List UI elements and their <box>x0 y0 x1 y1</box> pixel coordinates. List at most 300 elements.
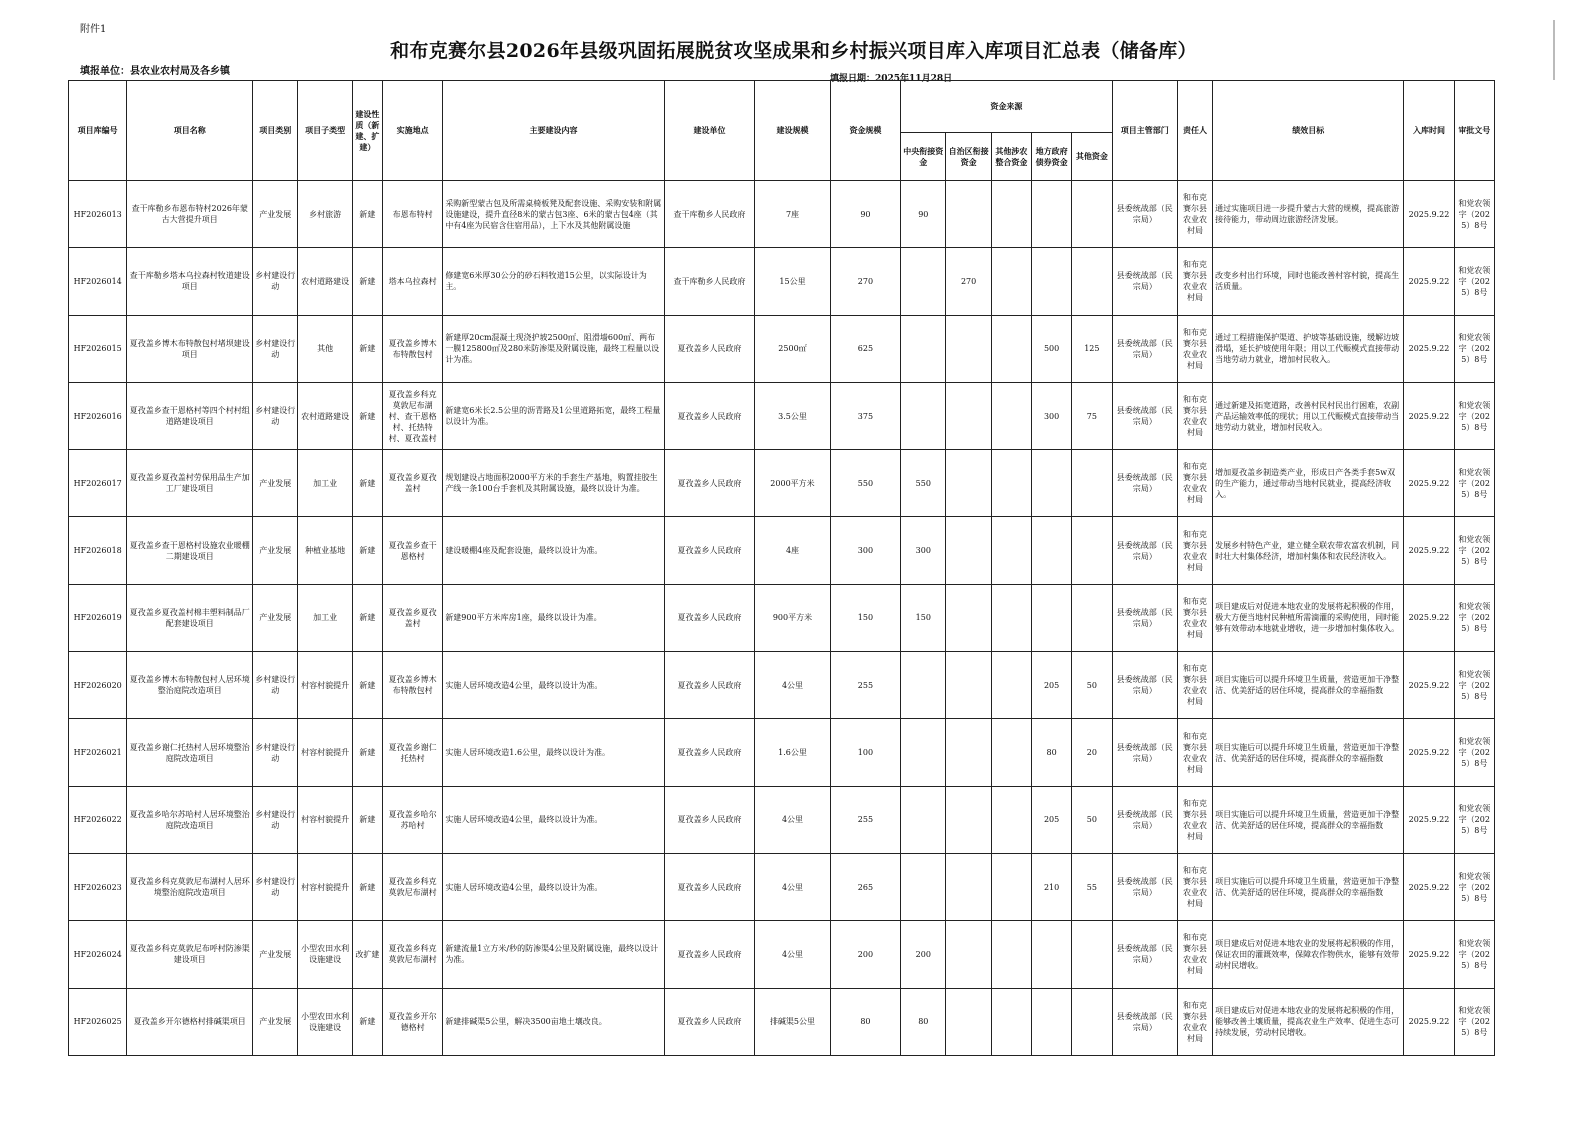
col-builder: 建设单位 <box>664 81 755 181</box>
cell-builder: 夏孜盖乡人民政府 <box>664 853 755 920</box>
cell-dept: 县委统战部（民宗局） <box>1112 921 1177 988</box>
cell-autonomous <box>946 988 991 1055</box>
cell-content: 规划建设占地面积2000平方米的手套生产基地，购置挂胶生产线一条100台手套机及其附属设施，最终以设计为准。 <box>443 450 664 517</box>
cell-goal: 增加夏孜盖乡制造类产业，形成日产各类手套5w双的生产能力，通过带动当地村民就业，提高经济收入。 <box>1213 450 1404 517</box>
cell-code: HF2026024 <box>69 921 127 988</box>
cell-builder: 夏孜盖乡人民政府 <box>664 988 755 1055</box>
cell-location: 夏孜盖乡夏孜盖村 <box>382 450 442 517</box>
cell-approval: 和党农领字（2025）8号 <box>1454 382 1494 449</box>
cell-other-agri <box>991 382 1031 449</box>
cell-other-agri <box>991 584 1031 651</box>
cell-funds: 300 <box>830 517 900 584</box>
cell-other <box>1072 181 1112 248</box>
fill-date: 填报日期：2025年11月28日 <box>830 74 953 84</box>
cell-central: 550 <box>901 450 946 517</box>
project-table <box>68 80 1495 1056</box>
cell-other-agri <box>991 517 1031 584</box>
cell-code: HF2026023 <box>69 853 127 920</box>
cell-nature: 新建 <box>352 988 382 1055</box>
cell-subtype: 乡村旅游 <box>298 181 352 248</box>
cell-dept: 县委统战部（民宗局） <box>1112 382 1177 449</box>
cell-local-bond: 205 <box>1031 786 1071 853</box>
cell-goal: 项目实施后可以提升环境卫生质量，营造更加干净整洁、优美舒适的居住环境，提高群众的幸福指数 <box>1213 652 1404 719</box>
cell-nature: 新建 <box>352 719 382 786</box>
cell-approval: 和党农领字（2025）8号 <box>1454 315 1494 382</box>
cell-scale: 4公里 <box>755 853 830 920</box>
cell-person: 和布克赛尔县农业农村局 <box>1177 450 1212 517</box>
cell-approval: 和党农领字（2025）8号 <box>1454 517 1494 584</box>
cell-goal: 项目实施后可以提升环境卫生质量，营造更加干净整洁、优美舒适的居住环境，提高群众的幸福指数 <box>1213 853 1404 920</box>
cell-subtype: 种植业基地 <box>298 517 352 584</box>
attachment-label: 附件1 <box>80 24 107 35</box>
cell-category: 产业发展 <box>253 181 298 248</box>
cell-subtype: 村容村貌提升 <box>298 652 352 719</box>
cell-content: 新建厚20cm混凝土现浇护坡2500㎡、阻滑墙600㎡、两布一膜125800㎡及280米防渗渠及附属设施，最终工程量以设计为准。 <box>443 315 664 382</box>
cell-dept: 县委统战部（民宗局） <box>1112 315 1177 382</box>
cell-funds: 200 <box>830 921 900 988</box>
cell-builder: 夏孜盖乡人民政府 <box>664 652 755 719</box>
cell-category: 乡村建设行动 <box>253 382 298 449</box>
cell-approval: 和党农领字（2025）8号 <box>1454 921 1494 988</box>
cell-local-bond: 205 <box>1031 652 1071 719</box>
cell-nature: 新建 <box>352 853 382 920</box>
cell-local-bond: 500 <box>1031 315 1071 382</box>
cell-local-bond <box>1031 248 1071 315</box>
cell-dept: 县委统战部（民宗局） <box>1112 584 1177 651</box>
cell-local-bond <box>1031 584 1071 651</box>
cell-funds: 375 <box>830 382 900 449</box>
cell-nature: 新建 <box>352 517 382 584</box>
cell-scale: 3.5公里 <box>755 382 830 449</box>
cell-dept: 县委统战部（民宗局） <box>1112 517 1177 584</box>
cell-location: 夏孜盖乡查干恩格村 <box>382 517 442 584</box>
cell-time: 2025.9.22 <box>1404 786 1454 853</box>
cell-approval: 和党农领字（2025）8号 <box>1454 786 1494 853</box>
scan-edge <box>1553 20 1555 80</box>
cell-name: 夏孜盖乡博木布特散包村人居环境整治庭院改造项目 <box>127 652 253 719</box>
cell-time: 2025.9.22 <box>1404 719 1454 786</box>
cell-autonomous <box>946 382 991 449</box>
cell-person: 和布克赛尔县农业农村局 <box>1177 248 1212 315</box>
cell-category: 产业发展 <box>253 921 298 988</box>
cell-other-agri <box>991 921 1031 988</box>
cell-person: 和布克赛尔县农业农村局 <box>1177 853 1212 920</box>
cell-approval: 和党农领字（2025）8号 <box>1454 584 1494 651</box>
cell-code: HF2026016 <box>69 382 127 449</box>
cell-funds: 80 <box>830 988 900 1055</box>
cell-local-bond: 80 <box>1031 719 1071 786</box>
cell-other <box>1072 988 1112 1055</box>
cell-time: 2025.9.22 <box>1404 450 1454 517</box>
cell-builder: 查干库勒乡人民政府 <box>664 181 755 248</box>
cell-subtype: 小型农田水利设施建设 <box>298 921 352 988</box>
cell-autonomous <box>946 921 991 988</box>
table-row <box>69 382 1495 449</box>
cell-autonomous <box>946 584 991 651</box>
cell-category: 乡村建设行动 <box>253 853 298 920</box>
col-content: 主要建设内容 <box>443 81 664 181</box>
cell-autonomous <box>946 315 991 382</box>
cell-time: 2025.9.22 <box>1404 517 1454 584</box>
cell-approval: 和党农领字（2025）8号 <box>1454 853 1494 920</box>
cell-nature: 新建 <box>352 450 382 517</box>
cell-local-bond <box>1031 181 1071 248</box>
cell-other <box>1072 517 1112 584</box>
table-row <box>69 584 1495 651</box>
cell-other: 20 <box>1072 719 1112 786</box>
cell-content: 修建宽6米厚30公分的砂石料牧道15公里，以实际设计为主。 <box>443 248 664 315</box>
cell-subtype: 村容村貌提升 <box>298 786 352 853</box>
cell-category: 产业发展 <box>253 450 298 517</box>
cell-central <box>901 382 946 449</box>
cell-code: HF2026018 <box>69 517 127 584</box>
cell-category: 乡村建设行动 <box>253 248 298 315</box>
col-location: 实施地点 <box>382 81 442 181</box>
cell-person: 和布克赛尔县农业农村局 <box>1177 719 1212 786</box>
cell-funds: 100 <box>830 719 900 786</box>
cell-funds: 625 <box>830 315 900 382</box>
table-row <box>69 652 1495 719</box>
table-body <box>69 181 1495 1056</box>
cell-category: 产业发展 <box>253 584 298 651</box>
cell-content: 新建排碱渠5公里，解决3500亩地土壤改良。 <box>443 988 664 1055</box>
cell-autonomous <box>946 719 991 786</box>
col-autonomous: 自治区衔接资金 <box>946 133 991 181</box>
cell-funds: 90 <box>830 181 900 248</box>
cell-scale: 2000平方米 <box>755 450 830 517</box>
cell-funds: 270 <box>830 248 900 315</box>
cell-person: 和布克赛尔县农业农村局 <box>1177 786 1212 853</box>
cell-autonomous: 270 <box>946 248 991 315</box>
cell-nature: 新建 <box>352 652 382 719</box>
cell-content: 建设暖棚4座及配套设施，最终以设计为准。 <box>443 517 664 584</box>
cell-builder: 夏孜盖乡人民政府 <box>664 382 755 449</box>
cell-autonomous <box>946 853 991 920</box>
cell-code: HF2026020 <box>69 652 127 719</box>
cell-goal: 项目实施后可以提升环境卫生质量，营造更加干净整洁、优美舒适的居住环境，提高群众的幸福指数 <box>1213 786 1404 853</box>
cell-local-bond <box>1031 517 1071 584</box>
cell-central: 200 <box>901 921 946 988</box>
cell-person: 和布克赛尔县农业农村局 <box>1177 988 1212 1055</box>
cell-code: HF2026021 <box>69 719 127 786</box>
cell-person: 和布克赛尔县农业农村局 <box>1177 181 1212 248</box>
cell-code: HF2026022 <box>69 786 127 853</box>
col-fund-source: 资金来源 <box>901 81 1112 133</box>
cell-name: 夏孜盖乡夏孜盖村棉丰塑料制品厂配套建设项目 <box>127 584 253 651</box>
col-person: 责任人 <box>1177 81 1212 181</box>
cell-other: 50 <box>1072 786 1112 853</box>
cell-content: 新建流量1立方米/秒的防渗渠4公里及附属设施，最终以设计为准。 <box>443 921 664 988</box>
cell-goal: 项目建成后对促进本地农业的发展将起积极的作用，极大方便当地村民种植所需滴灌的采购使用，同时能够有效带动本地就业增收，进一步增加村集体收入。 <box>1213 584 1404 651</box>
cell-category: 产业发展 <box>253 988 298 1055</box>
cell-location: 夏孜盖乡谢仁托热村 <box>382 719 442 786</box>
cell-time: 2025.9.22 <box>1404 853 1454 920</box>
cell-location: 夏孜盖乡科克莫敦尼布湖村、查干恩格村、托热特村、夏孜盖村 <box>382 382 442 449</box>
cell-content: 实施人居环境改造1.6公里，最终以设计为准。 <box>443 719 664 786</box>
cell-time: 2025.9.22 <box>1404 382 1454 449</box>
table-row <box>69 315 1495 382</box>
cell-location: 布恩布特村 <box>382 181 442 248</box>
cell-goal: 项目实施后可以提升环境卫生质量，营造更加干净整洁、优美舒适的居住环境，提高群众的幸福指数 <box>1213 719 1404 786</box>
col-local-bond: 地方政府债券资金 <box>1031 133 1071 181</box>
cell-goal: 项目建成后对促进本地农业的发展将起积极的作用，保证农田的灌溉效率，保障农作物供水，能够有效带动村民增收。 <box>1213 921 1404 988</box>
cell-person: 和布克赛尔县农业农村局 <box>1177 382 1212 449</box>
cell-scale: 15公里 <box>755 248 830 315</box>
cell-goal: 发展乡村特色产业，建立健全联农带农富农机制，同时壮大村集体经济，增加村集体和农民经济收入。 <box>1213 517 1404 584</box>
cell-subtype: 加工业 <box>298 450 352 517</box>
cell-other-agri <box>991 719 1031 786</box>
cell-nature: 改扩建 <box>352 921 382 988</box>
cell-other <box>1072 921 1112 988</box>
cell-name: 夏孜盖乡科克莫敦尼布湖村人居环境整治庭院改造项目 <box>127 853 253 920</box>
cell-local-bond <box>1031 450 1071 517</box>
col-central: 中央衔接资金 <box>901 133 946 181</box>
cell-content: 实施人居环境改造4公里，最终以设计为准。 <box>443 786 664 853</box>
table-row <box>69 517 1495 584</box>
cell-funds: 255 <box>830 652 900 719</box>
cell-approval: 和党农领字（2025）8号 <box>1454 248 1494 315</box>
cell-scale: 2500㎡ <box>755 315 830 382</box>
cell-central <box>901 652 946 719</box>
cell-nature: 新建 <box>352 181 382 248</box>
cell-subtype: 农村道路建设 <box>298 382 352 449</box>
fill-unit: 填报单位：县农业农村局及各乡镇 <box>80 66 230 77</box>
cell-dept: 县委统战部（民宗局） <box>1112 652 1177 719</box>
cell-approval: 和党农领字（2025）8号 <box>1454 181 1494 248</box>
cell-approval: 和党农领字（2025）8号 <box>1454 719 1494 786</box>
cell-central: 300 <box>901 517 946 584</box>
cell-name: 夏孜盖乡博木布特散包村堵坝建设项目 <box>127 315 253 382</box>
cell-subtype: 村容村貌提升 <box>298 853 352 920</box>
col-other-agri: 其他涉农整合资金 <box>991 133 1031 181</box>
cell-code: HF2026015 <box>69 315 127 382</box>
cell-person: 和布克赛尔县农业农村局 <box>1177 315 1212 382</box>
col-time: 入库时间 <box>1404 81 1454 181</box>
cell-dept: 县委统战部（民宗局） <box>1112 719 1177 786</box>
cell-time: 2025.9.22 <box>1404 584 1454 651</box>
cell-other: 50 <box>1072 652 1112 719</box>
cell-autonomous <box>946 450 991 517</box>
cell-code: HF2026017 <box>69 450 127 517</box>
cell-autonomous <box>946 652 991 719</box>
cell-scale: 4公里 <box>755 652 830 719</box>
cell-scale: 排碱渠5公里 <box>755 988 830 1055</box>
cell-time: 2025.9.22 <box>1404 315 1454 382</box>
cell-autonomous <box>946 517 991 584</box>
cell-approval: 和党农领字（2025）8号 <box>1454 988 1494 1055</box>
header-row-1 <box>69 81 1495 133</box>
col-other: 其他资金 <box>1072 133 1112 181</box>
cell-category: 乡村建设行动 <box>253 315 298 382</box>
table-row <box>69 853 1495 920</box>
cell-central <box>901 786 946 853</box>
cell-builder: 夏孜盖乡人民政府 <box>664 450 755 517</box>
cell-time: 2025.9.22 <box>1404 248 1454 315</box>
cell-builder: 夏孜盖乡人民政府 <box>664 921 755 988</box>
cell-subtype: 小型农田水利设施建设 <box>298 988 352 1055</box>
cell-funds: 255 <box>830 786 900 853</box>
page-title: 和布克赛尔县2026年县级巩固拓展脱贫攻坚成果和乡村振兴项目库入库项目汇总表（储备库） <box>390 40 1197 62</box>
cell-location: 夏孜盖乡博木布特散包村 <box>382 315 442 382</box>
cell-content: 采购新型蒙古包及所需桌椅板凳及配套设施、采购安装和附属设施建设，提升直径8米的蒙古包3座、6米的蒙古包4座（其中有4座为民宿含住宿用品），上下水及其他附属设施 <box>443 181 664 248</box>
cell-content: 实施人居环境改造4公里，最终以设计为准。 <box>443 853 664 920</box>
table-row <box>69 450 1495 517</box>
cell-builder: 夏孜盖乡人民政府 <box>664 315 755 382</box>
cell-name: 夏孜盖乡谢仁托热村人居环境整治庭院改造项目 <box>127 719 253 786</box>
cell-other-agri <box>991 181 1031 248</box>
cell-name: 查干库勒乡塔本乌拉森村牧道建设项目 <box>127 248 253 315</box>
cell-approval: 和党农领字（2025）8号 <box>1454 450 1494 517</box>
cell-dept: 县委统战部（民宗局） <box>1112 248 1177 315</box>
cell-person: 和布克赛尔县农业农村局 <box>1177 652 1212 719</box>
cell-other <box>1072 248 1112 315</box>
cell-local-bond: 210 <box>1031 853 1071 920</box>
col-dept: 项目主管部门 <box>1112 81 1177 181</box>
table-row <box>69 988 1495 1055</box>
cell-central: 80 <box>901 988 946 1055</box>
table-row <box>69 719 1495 786</box>
cell-goal: 通过实施项目进一步提升蒙古大营的规模，提高旅游接待能力，带动周边旅游经济发展。 <box>1213 181 1404 248</box>
cell-local-bond: 300 <box>1031 382 1071 449</box>
cell-scale: 7座 <box>755 181 830 248</box>
cell-builder: 查干库勒乡人民政府 <box>664 248 755 315</box>
cell-local-bond <box>1031 988 1071 1055</box>
cell-scale: 4公里 <box>755 786 830 853</box>
cell-dept: 县委统战部（民宗局） <box>1112 181 1177 248</box>
cell-code: HF2026019 <box>69 584 127 651</box>
col-approval: 审批文号 <box>1454 81 1494 181</box>
cell-other <box>1072 584 1112 651</box>
cell-autonomous <box>946 181 991 248</box>
col-category: 项目类别 <box>253 81 298 181</box>
cell-name: 夏孜盖乡科克莫敦尼布呼村防渗渠建设项目 <box>127 921 253 988</box>
cell-other-agri <box>991 988 1031 1055</box>
cell-time: 2025.9.22 <box>1404 181 1454 248</box>
cell-scale: 1.6公里 <box>755 719 830 786</box>
cell-builder: 夏孜盖乡人民政府 <box>664 786 755 853</box>
cell-autonomous <box>946 786 991 853</box>
cell-category: 乡村建设行动 <box>253 786 298 853</box>
cell-other-agri <box>991 786 1031 853</box>
col-scale: 建设规模 <box>755 81 830 181</box>
cell-name: 夏孜盖乡哈尔苏哈村人居环境整治庭院改造项目 <box>127 786 253 853</box>
cell-goal: 项目建成后对促进本地农业的发展将起积极的作用，能够改善土壤质量，提高农业生产效率、促进生态可持续发展，劳动村民增收。 <box>1213 988 1404 1055</box>
cell-person: 和布克赛尔县农业农村局 <box>1177 584 1212 651</box>
cell-location: 夏孜盖乡科克莫敦尼布湖村 <box>382 921 442 988</box>
cell-location: 夏孜盖乡夏孜盖村 <box>382 584 442 651</box>
cell-name: 夏孜盖乡夏孜盖村劳保用品生产加工厂建设项目 <box>127 450 253 517</box>
cell-dept: 县委统战部（民宗局） <box>1112 450 1177 517</box>
cell-other: 55 <box>1072 853 1112 920</box>
col-goal: 绩效目标 <box>1213 81 1404 181</box>
col-funds: 资金规模 <box>830 81 900 181</box>
cell-name: 夏孜盖乡开尔德格村排碱渠项目 <box>127 988 253 1055</box>
table-row <box>69 248 1495 315</box>
cell-dept: 县委统战部（民宗局） <box>1112 786 1177 853</box>
cell-central <box>901 248 946 315</box>
table-row <box>69 921 1495 988</box>
cell-scale: 4座 <box>755 517 830 584</box>
cell-code: HF2026014 <box>69 248 127 315</box>
cell-other-agri <box>991 853 1031 920</box>
cell-funds: 550 <box>830 450 900 517</box>
cell-central <box>901 719 946 786</box>
cell-goal: 通过新建及拓宽道路，改善村民村民出行困难，农副产品运输效率低的现状；用以工代赈模式直接带动当地劳动力就业，增加村民收入。 <box>1213 382 1404 449</box>
cell-person: 和布克赛尔县农业农村局 <box>1177 921 1212 988</box>
cell-dept: 县委统战部（民宗局） <box>1112 988 1177 1055</box>
col-name: 项目名称 <box>127 81 253 181</box>
cell-nature: 新建 <box>352 786 382 853</box>
cell-funds: 150 <box>830 584 900 651</box>
cell-builder: 夏孜盖乡人民政府 <box>664 719 755 786</box>
cell-other <box>1072 450 1112 517</box>
cell-other-agri <box>991 450 1031 517</box>
cell-location: 夏孜盖乡哈尔苏哈村 <box>382 786 442 853</box>
cell-other: 125 <box>1072 315 1112 382</box>
cell-dept: 县委统战部（民宗局） <box>1112 853 1177 920</box>
cell-content: 新建宽6米长2.5公里的沥青路及1公里道路拓宽，最终工程量以设计为准。 <box>443 382 664 449</box>
cell-goal: 通过工程措施保护渠道、护坡等基础设施，缓解边坡滑塌，延长护坡使用年限；用以工代赈模式直接带动当地劳动力就业，增加村民收入。 <box>1213 315 1404 382</box>
cell-code: HF2026025 <box>69 988 127 1055</box>
cell-name: 夏孜盖乡查干恩格村等四个村村组道路建设项目 <box>127 382 253 449</box>
cell-nature: 新建 <box>352 315 382 382</box>
cell-subtype: 其他 <box>298 315 352 382</box>
cell-nature: 新建 <box>352 248 382 315</box>
cell-central <box>901 315 946 382</box>
cell-name: 夏孜盖乡查干恩格村设施农业暖棚二期建设项目 <box>127 517 253 584</box>
cell-category: 乡村建设行动 <box>253 719 298 786</box>
col-subtype: 项目子类型 <box>298 81 352 181</box>
cell-other: 75 <box>1072 382 1112 449</box>
cell-other-agri <box>991 652 1031 719</box>
cell-nature: 新建 <box>352 584 382 651</box>
cell-scale: 4公里 <box>755 921 830 988</box>
cell-central <box>901 853 946 920</box>
cell-location: 塔本乌拉森村 <box>382 248 442 315</box>
table-row <box>69 181 1495 248</box>
col-nature: 建设性质（新建、扩建） <box>352 81 382 181</box>
cell-location: 夏孜盖乡开尔德格村 <box>382 988 442 1055</box>
cell-other-agri <box>991 315 1031 382</box>
cell-person: 和布克赛尔县农业农村局 <box>1177 517 1212 584</box>
cell-content: 新建900平方米库房1座，最终以设计为准。 <box>443 584 664 651</box>
cell-builder: 夏孜盖乡人民政府 <box>664 517 755 584</box>
cell-location: 夏孜盖乡博木布特散包村 <box>382 652 442 719</box>
cell-funds: 265 <box>830 853 900 920</box>
cell-central: 90 <box>901 181 946 248</box>
cell-central: 150 <box>901 584 946 651</box>
cell-time: 2025.9.22 <box>1404 988 1454 1055</box>
cell-time: 2025.9.22 <box>1404 652 1454 719</box>
cell-subtype: 加工业 <box>298 584 352 651</box>
cell-time: 2025.9.22 <box>1404 921 1454 988</box>
cell-approval: 和党农领字（2025）8号 <box>1454 652 1494 719</box>
cell-other-agri <box>991 248 1031 315</box>
cell-subtype: 农村道路建设 <box>298 248 352 315</box>
cell-category: 乡村建设行动 <box>253 652 298 719</box>
cell-subtype: 村容村貌提升 <box>298 719 352 786</box>
cell-goal: 改变乡村出行环境，同时也能改善村容村貌，提高生活质量。 <box>1213 248 1404 315</box>
cell-code: HF2026013 <box>69 181 127 248</box>
cell-local-bond <box>1031 921 1071 988</box>
col-code: 项目库编号 <box>69 81 127 181</box>
cell-builder: 夏孜盖乡人民政府 <box>664 584 755 651</box>
table-row <box>69 786 1495 853</box>
cell-nature: 新建 <box>352 382 382 449</box>
cell-content: 实施人居环境改造4公里，最终以设计为准。 <box>443 652 664 719</box>
cell-name: 查干库勒乡布恩布特村2026年蒙古大营提升项目 <box>127 181 253 248</box>
cell-category: 产业发展 <box>253 517 298 584</box>
